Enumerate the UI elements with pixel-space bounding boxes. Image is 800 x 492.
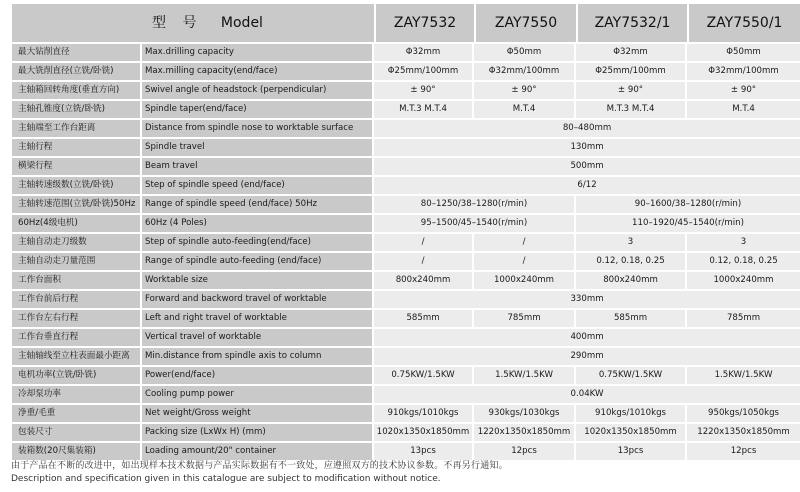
- spec-label-cn: 包装尺寸: [12, 424, 142, 441]
- spec-value: 80–1250/38–1280(r/min): [374, 196, 576, 213]
- table-row: [12, 329, 800, 346]
- spec-label-en: Range of spindle speed (end/face) 50Hz: [142, 196, 374, 213]
- spec-value: Φ32mm: [576, 44, 687, 61]
- spec-label-cn: 横梁行程: [12, 158, 142, 175]
- spec-label-cn: 主轴轴线至立柱表面最小距离: [12, 348, 142, 365]
- table-row: [12, 158, 800, 175]
- spec-label-en: Worktable size: [142, 272, 374, 289]
- spec-label-cn: 最大钻削直径: [12, 44, 142, 61]
- table-row: [12, 44, 800, 61]
- spec-label-cn: 工作台左右行程: [12, 310, 142, 327]
- table-row: [12, 177, 800, 194]
- spec-label-en: Range of spindle auto-feeding (end/face): [142, 253, 374, 270]
- spec-value: 12pcs: [687, 443, 800, 460]
- spec-value: Φ25mm/100mm: [374, 63, 474, 80]
- spec-label-en: Loading amount/20" container: [142, 443, 374, 460]
- spec-value: /: [474, 234, 576, 251]
- footnote-en: Description and specification given in this catalogue are subject to modification without notice.: [11, 474, 441, 484]
- spec-label-cn: 装箱数(20尺集装箱): [12, 443, 142, 460]
- spec-value: 785mm: [687, 310, 800, 327]
- table-row: [12, 234, 800, 251]
- table-row: [12, 82, 800, 99]
- spec-value: M.T.4: [474, 101, 576, 118]
- spec-value: 585mm: [576, 310, 687, 327]
- table-row: [12, 215, 800, 232]
- spec-label-en: Power(end/face): [142, 367, 374, 384]
- table-row: [12, 310, 800, 327]
- spec-label-cn: 工作台垂直行程: [12, 329, 142, 346]
- table-row: [12, 367, 800, 384]
- spec-label-en: Spindle travel: [142, 139, 374, 156]
- spec-label-cn: 主轴行程: [12, 139, 142, 156]
- spec-value: ± 90°: [474, 82, 576, 99]
- header-row: [12, 4, 800, 42]
- spec-value: Φ32mm/100mm: [474, 63, 576, 80]
- spec-value: 1.5KW/1.5KW: [687, 367, 800, 384]
- model-header-4: ZAY7550/1: [687, 4, 800, 42]
- spec-value: 1220x1350x1850mm: [474, 424, 576, 441]
- table-row: [12, 120, 800, 137]
- spec-value: 3: [687, 234, 800, 251]
- model-label-en: Model: [220, 15, 263, 31]
- spec-value: 585mm: [374, 310, 474, 327]
- spec-value: 1000x240mm: [687, 272, 800, 289]
- spec-label-en: Swivel angle of headstock (perpendicular): [142, 82, 374, 99]
- spec-value: Φ32mm/100mm: [687, 63, 800, 80]
- table-row: [12, 272, 800, 289]
- table-row: [12, 63, 800, 80]
- spec-value: 1020x1350x1850mm: [576, 424, 687, 441]
- model-label-cn: 型 号: [152, 15, 203, 31]
- spec-label-en: Spindle taper(end/face): [142, 101, 374, 118]
- spec-value: 950kgs/1050kgs: [687, 405, 800, 422]
- spec-value: 1020x1350x1850mm: [374, 424, 474, 441]
- spec-value: Φ25mm/100mm: [576, 63, 687, 80]
- model-header-3: ZAY7532/1: [576, 4, 687, 42]
- spec-value: /: [374, 253, 474, 270]
- table-row: [12, 196, 800, 213]
- spec-table: [12, 2, 800, 462]
- spec-value: 930kgs/1030kgs: [474, 405, 576, 422]
- model-header-2: ZAY7550: [474, 4, 576, 42]
- spec-value: 1220x1350x1850mm: [687, 424, 800, 441]
- spec-label-en: Min.distance from spindle axis to column: [142, 348, 374, 365]
- spec-label-en: Packing size (LxWx H) (mm): [142, 424, 374, 441]
- spec-value: 800x240mm: [576, 272, 687, 289]
- model-header: [12, 4, 374, 42]
- spec-value: Φ50mm: [474, 44, 576, 61]
- table-row: [12, 405, 800, 422]
- spec-value: 910kgs/1010kgs: [576, 405, 687, 422]
- table-row: [12, 253, 800, 270]
- spec-value: M.T.4: [687, 101, 800, 118]
- spec-label-cn: 净重/毛重: [12, 405, 142, 422]
- model-header-1: ZAY7532: [374, 4, 474, 42]
- spec-value: ± 90°: [687, 82, 800, 99]
- spec-label-cn: 主轴自动走刀级数: [12, 234, 142, 251]
- spec-value: 400mm: [374, 329, 800, 346]
- spec-value: 330mm: [374, 291, 800, 308]
- spec-label-en: Max.milling capacity(end/face): [142, 63, 374, 80]
- spec-label-cn: 冷却泵功率: [12, 386, 142, 403]
- spec-value: 95–1500/45–1540(r/min): [374, 215, 576, 232]
- spec-label-cn: 工作台前后行程: [12, 291, 142, 308]
- spec-label-en: Step of spindle speed (end/face): [142, 177, 374, 194]
- spec-label-cn: 60Hz(4级电机): [12, 215, 142, 232]
- spec-label-cn: 工作台面积: [12, 272, 142, 289]
- spec-value: ± 90°: [576, 82, 687, 99]
- spec-value: /: [374, 234, 474, 251]
- footnote-cn: 由于产品在不断的改进中，如出现样本技术数据与产品实际数据有不一致处，应遵照双方的技术协议参数。不再另行通知。: [11, 461, 508, 471]
- spec-value: 1.5KW/1.5KW: [474, 367, 576, 384]
- spec-value: 1000x240mm: [474, 272, 576, 289]
- spec-label-cn: 电机功率(立铣/卧铣): [12, 367, 142, 384]
- table-row: [12, 101, 800, 118]
- spec-label-cn: 主轴转速级数(立铣/卧铣): [12, 177, 142, 194]
- table-row: [12, 291, 800, 308]
- spec-value: 6/12: [374, 177, 800, 194]
- spec-value: M.T.3 M.T.4: [374, 101, 474, 118]
- spec-value: 0.04KW: [374, 386, 800, 403]
- spec-value: 910kgs/1010kgs: [374, 405, 474, 422]
- spec-label-en: Left and right travel of worktable: [142, 310, 374, 327]
- spec-value: 130mm: [374, 139, 800, 156]
- spec-label-en: Max.drilling capacity: [142, 44, 374, 61]
- spec-label-cn: 主轴自动走刀量范围: [12, 253, 142, 270]
- spec-value: Φ50mm: [687, 44, 800, 61]
- table-row: [12, 348, 800, 365]
- spec-label-en: Vertical travel of worktable: [142, 329, 374, 346]
- spec-label-en: Step of spindle auto-feeding(end/face): [142, 234, 374, 251]
- spec-value: 0.75KW/1.5KW: [374, 367, 474, 384]
- spec-value: 290mm: [374, 348, 800, 365]
- spec-value: Φ32mm: [374, 44, 474, 61]
- spec-value: 0.12, 0.18, 0.25: [576, 253, 687, 270]
- spec-label-en: 60Hz (4 Poles): [142, 215, 374, 232]
- spec-body: [12, 44, 800, 460]
- spec-value: 3: [576, 234, 687, 251]
- spec-label-en: Forward and backword travel of worktable: [142, 291, 374, 308]
- spec-value: 0.75KW/1.5KW: [576, 367, 687, 384]
- spec-value: 13pcs: [374, 443, 474, 460]
- spec-value: 12pcs: [474, 443, 576, 460]
- spec-value: 80–480mm: [374, 120, 800, 137]
- spec-value: 800x240mm: [374, 272, 474, 289]
- spec-label-en: Net weight/Gross weight: [142, 405, 374, 422]
- spec-value: M.T.3 M.T.4: [576, 101, 687, 118]
- spec-value: 13pcs: [576, 443, 687, 460]
- table-row: [12, 139, 800, 156]
- spec-label-en: Cooling pump power: [142, 386, 374, 403]
- spec-label-cn: 主轴箱回转角度(垂直方向): [12, 82, 142, 99]
- spec-value: ± 90°: [374, 82, 474, 99]
- table-row: [12, 424, 800, 441]
- spec-label-cn: 主轴转速范围(立铣/卧铣)50Hz: [12, 196, 142, 213]
- spec-value: 90–1600/38–1280(r/min): [576, 196, 800, 213]
- table-row: [12, 386, 800, 403]
- spec-value: /: [474, 253, 576, 270]
- spec-label-cn: 最大铣削直径(立铣/卧铣): [12, 63, 142, 80]
- spec-value: 0.12, 0.18, 0.25: [687, 253, 800, 270]
- spec-label-cn: 主轴孔锥度(立铣/卧铣): [12, 101, 142, 118]
- spec-label-cn: 主轴端至工作台距离: [12, 120, 142, 137]
- spec-label-en: Beam travel: [142, 158, 374, 175]
- spec-value: 110–1920/45–1540(r/min): [576, 215, 800, 232]
- spec-value: 785mm: [474, 310, 576, 327]
- spec-value: 500mm: [374, 158, 800, 175]
- spec-label-en: Distance from spindle nose to worktable surface: [142, 120, 374, 137]
